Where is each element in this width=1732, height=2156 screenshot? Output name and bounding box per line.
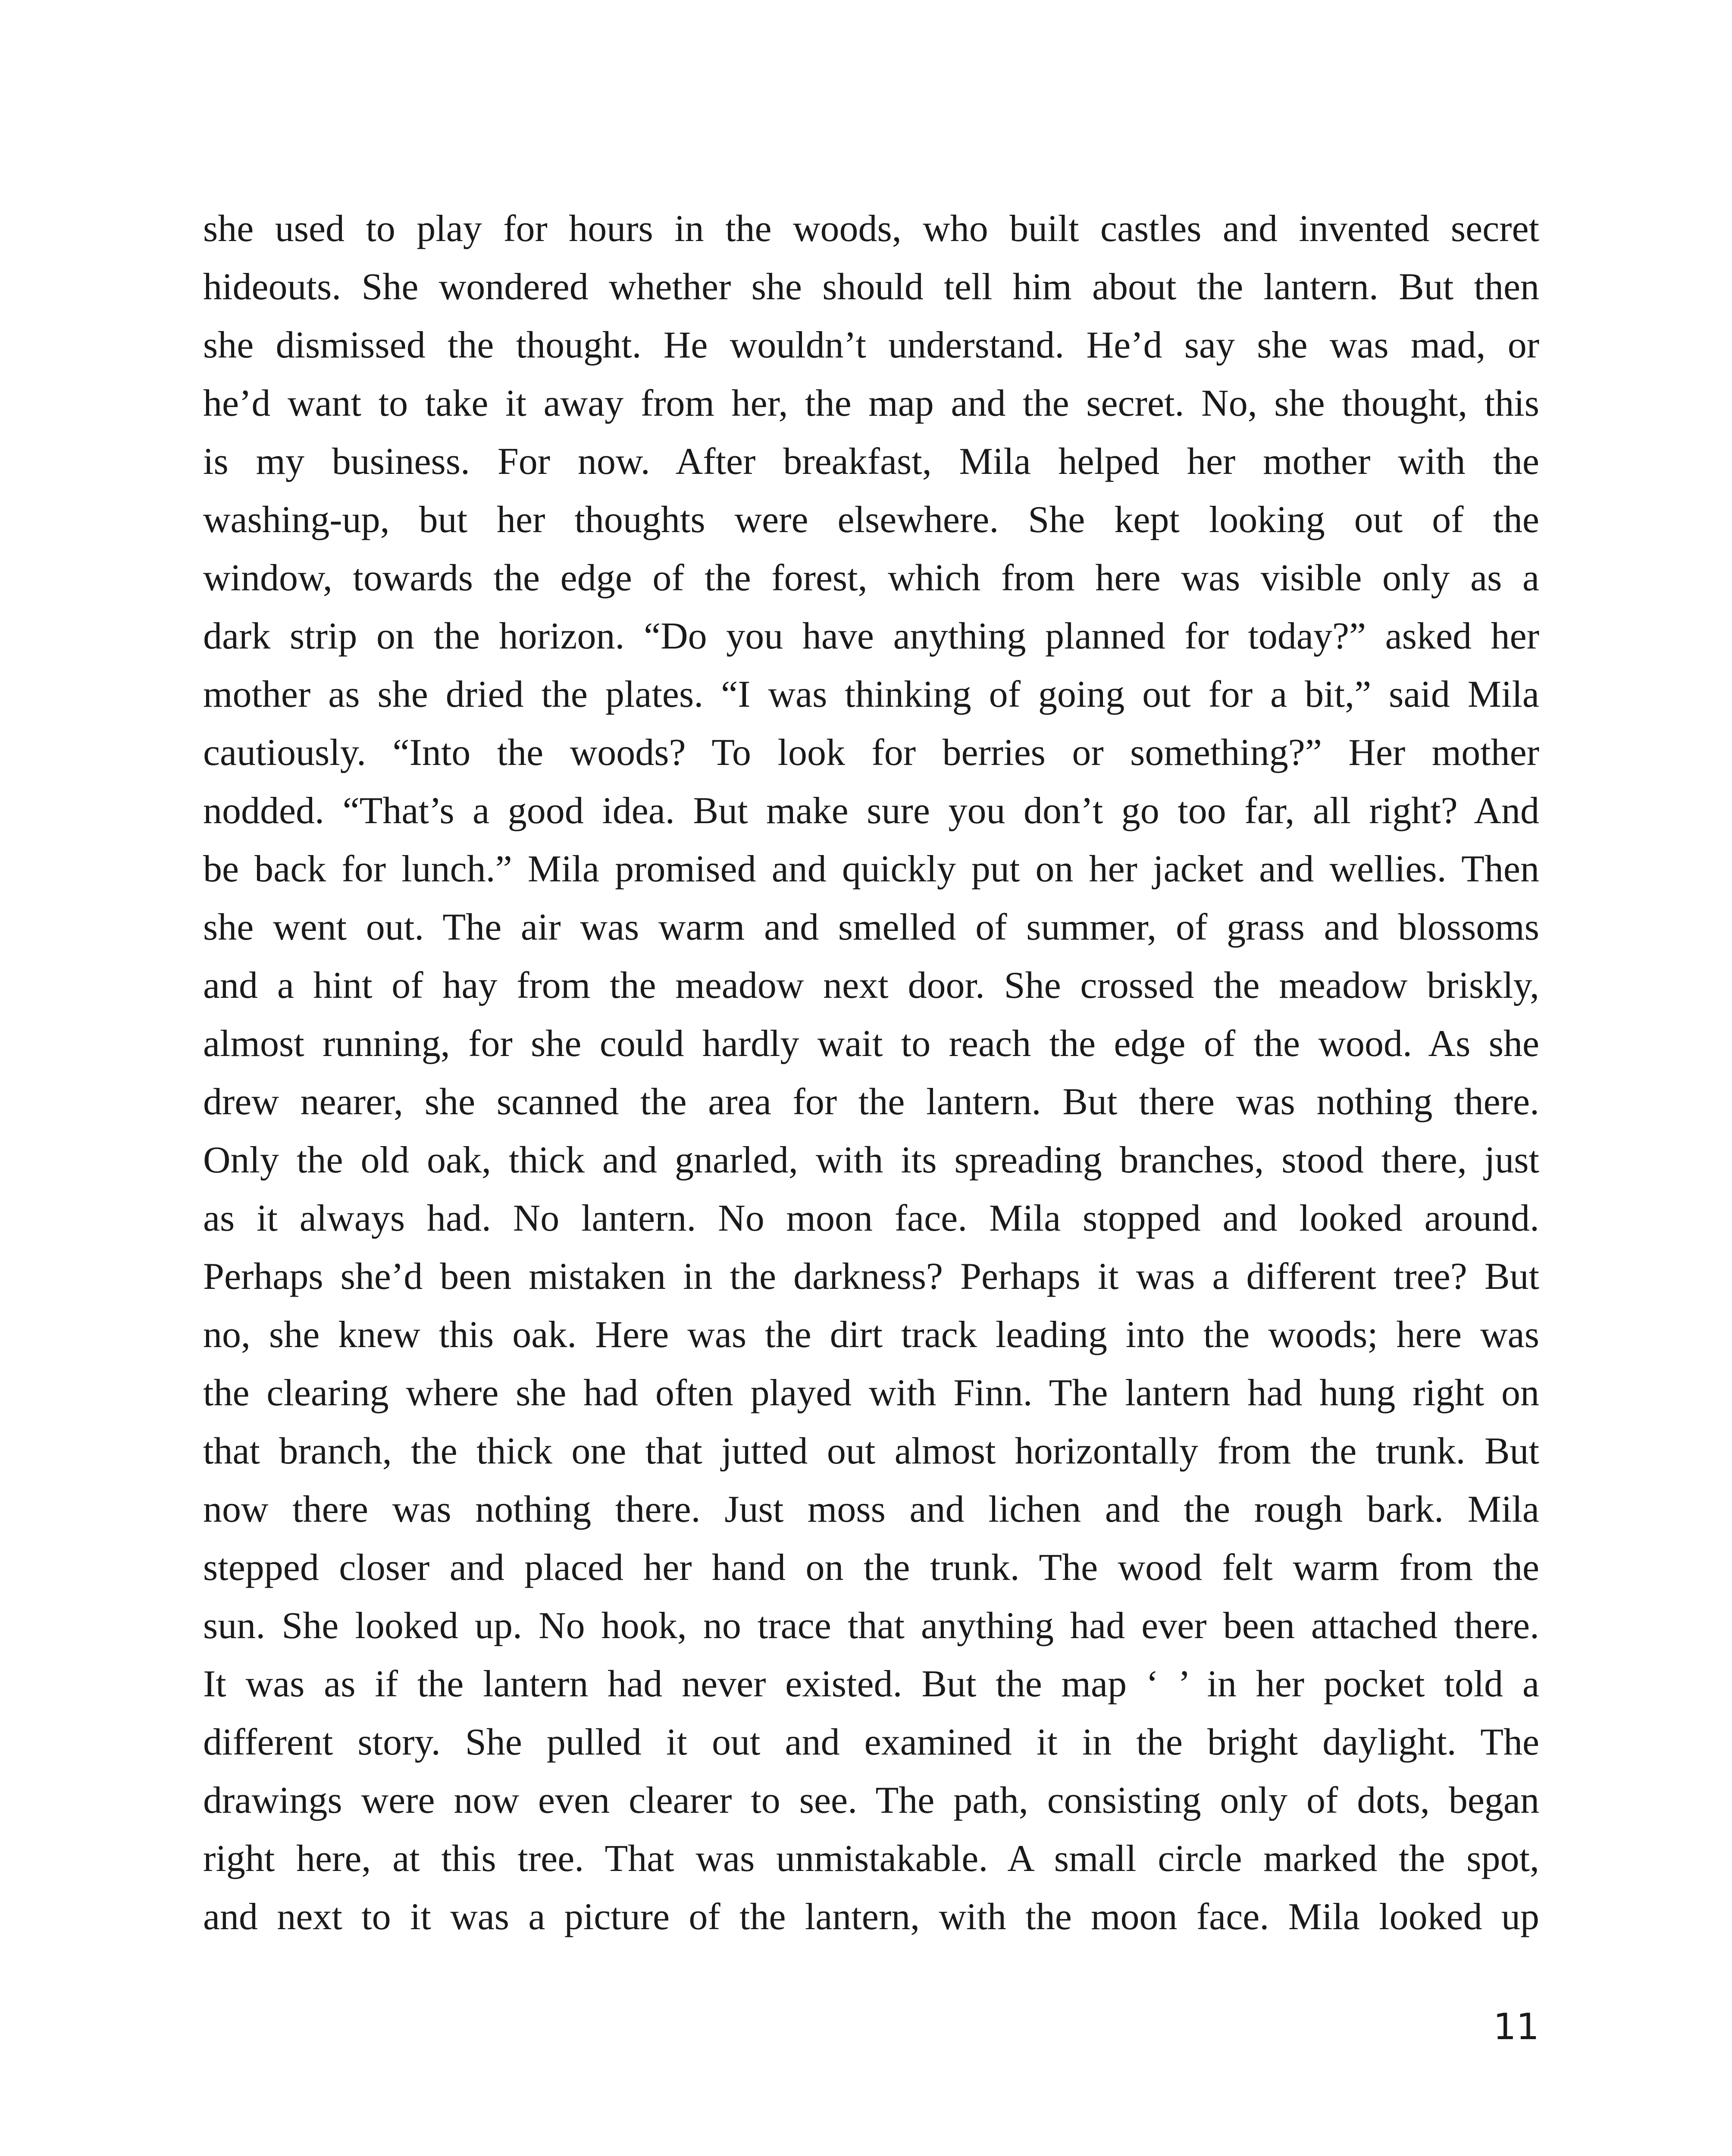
text-line: now there was nothing there. Just moss and lichen and the rough bark. Mila [203, 1489, 1539, 1530]
text-line: stepped closer and placed her hand on the trunk. The wood felt warm from the [203, 1547, 1539, 1589]
text-line: It was as if the lantern had never existed. But the map ‘ ’ in her pocket told a [203, 1663, 1539, 1705]
text-line: different story. She pulled it out and examined it in the bright daylight. The [203, 1721, 1539, 1763]
text-line: mother as she dried the plates. “I was thinking of going out for a bit,” said Mila [203, 674, 1539, 715]
text-line: window, towards the edge of the forest, which from here was visible only as a [203, 557, 1539, 599]
text-line: she used to play for hours in the woods, who built castles and invented secret [203, 208, 1539, 250]
text-line: no, she knew this oak. Here was the dirt track leading into the woods; here was [203, 1314, 1539, 1356]
text-line: Perhaps she’d been mistaken in the darkness? Perhaps it was a different tree? But [203, 1256, 1539, 1297]
page-number: 11 [1493, 2006, 1539, 2048]
text-line: drew nearer, she scanned the area for the lantern. But there was nothing there. [203, 1081, 1539, 1123]
text-line: is my business. For now. After breakfast, Mila helped her mother with the [203, 441, 1539, 483]
text-line: he’d want to take it away from her, the map and the secret. No, she thought, this [203, 382, 1539, 424]
text-line: dark strip on the horizon. “Do you have anything planned for today?” asked her [203, 615, 1539, 657]
text-line: Only the old oak, thick and gnarled, with its spreading branches, stood there, just [203, 1139, 1539, 1181]
text-line: as it always had. No lantern. No moon face. Mila stopped and looked around. [203, 1197, 1539, 1239]
text-line: washing-up, but her thoughts were elsewhere. She kept looking out of the [203, 499, 1539, 541]
text-line: almost running, for she could hardly wait to reach the edge of the wood. As she [203, 1023, 1539, 1065]
text-line: and a hint of hay from the meadow next door. She crossed the meadow briskly, [203, 965, 1539, 1006]
text-line: nodded. “That’s a good idea. But make sure you don’t go too far, all right? And [203, 790, 1539, 832]
text-line: she dismissed the thought. He wouldn’t understand. He’d say she was mad, or [203, 324, 1539, 366]
text-line: cautiously. “Into the woods? To look for berries or something?” Her mother [203, 732, 1539, 774]
body-text [203, 200, 1539, 1946]
text-line: the clearing where she had often played with Finn. The lantern had hung right on [203, 1372, 1539, 1414]
text-line: that branch, the thick one that jutted out almost horizontally from the trunk. But [203, 1430, 1539, 1472]
text-line: and next to it was a picture of the lantern, with the moon face. Mila looked up [203, 1896, 1539, 1938]
text-line: right here, at this tree. That was unmistakable. A small circle marked the spot, [203, 1838, 1539, 1880]
text-line: be back for lunch.” Mila promised and quickly put on her jacket and wellies. Then [203, 848, 1539, 890]
text-line: hideouts. She wondered whether she should tell him about the lantern. But then [203, 266, 1539, 308]
text-line: sun. She looked up. No hook, no trace that anything had ever been attached there. [203, 1605, 1539, 1647]
text-line: drawings were now even clearer to see. The path, consisting only of dots, began [203, 1780, 1539, 1821]
text-line: she went out. The air was warm and smelled of summer, of grass and blossoms [203, 906, 1539, 948]
